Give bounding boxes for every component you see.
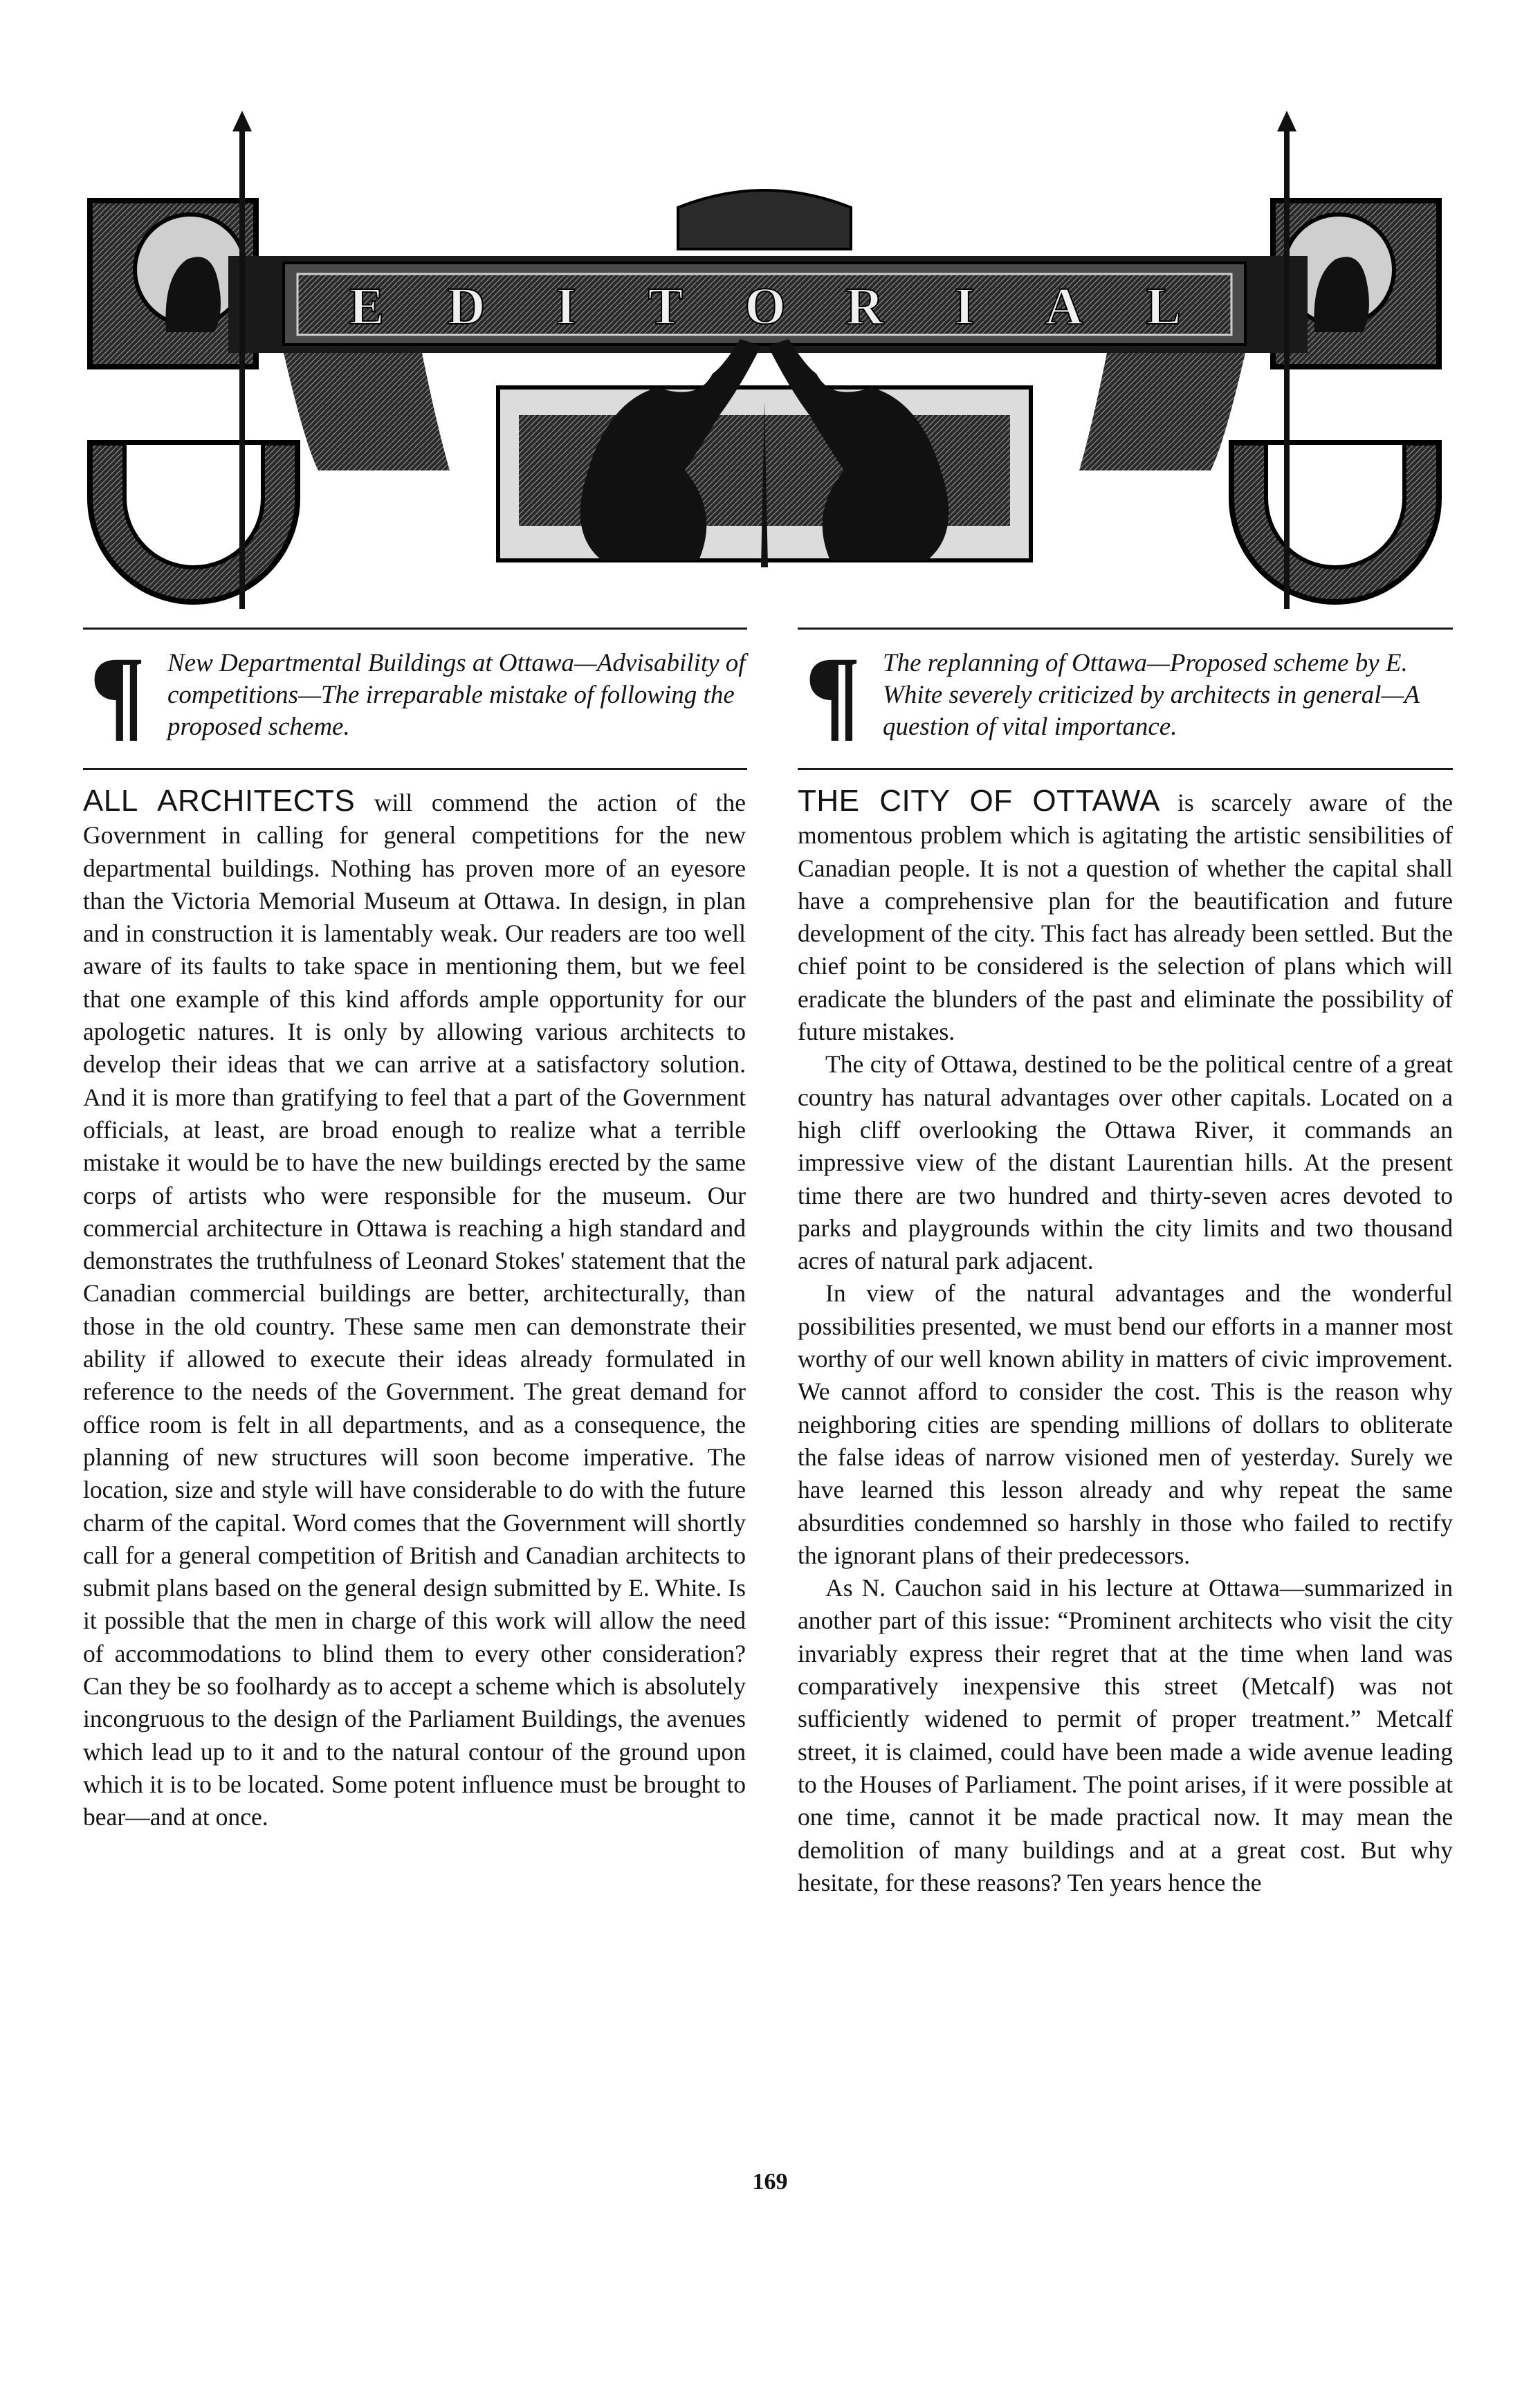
right-summary-text: The replanning of Ottawa—Proposed scheme by E. White severely criticized by architects in general—A question of vital importance. (883, 649, 1420, 741)
title-letter: L (1146, 277, 1182, 336)
right-paragraph: The city of Ottawa, destined to be the political centre of a great country has natural advantages over other capitals. Located on a high cliff overlooking the Ottawa River, it commands an impressive view of the distant Laurentian hills. At the present time there are two hundred and thirty-seven acres devoted to parks and playgrounds within the city limits and two thousand acres of natural park adjacent. (798, 1050, 1453, 1275)
title-letter: E (349, 277, 385, 336)
left-pole (239, 125, 245, 609)
right-pole (1284, 125, 1290, 609)
right-bottom-rule (798, 768, 1453, 770)
left-bottom-rule (83, 768, 747, 770)
editorial-banner (76, 111, 1453, 616)
right-top-rule (798, 628, 1453, 630)
left-lead-in: ALL ARCHITECTS (83, 784, 356, 818)
right-paragraph: THE CITY OF OTTAWA is scarcely aware of the momentous problem which is agitating the artistic sensibilities of Canadian people. It is not a question of whether the capital shall have a comprehensive plan for the beautification and future development of the city. This fact has already been settled. But the chief point to be considered is the selection of plans which will eradicate the blunders of the past and eliminate the possibility of future mistakes. (798, 784, 1453, 1046)
page-number: 169 (752, 2169, 788, 2195)
title-letter: T (648, 277, 684, 336)
title-letter: A (1045, 277, 1083, 336)
left-top-rule (83, 628, 747, 630)
right-summary (800, 636, 1453, 751)
right-article-body (798, 785, 1453, 1899)
title-letter: I (556, 277, 576, 336)
right-paragraph: In view of the natural advantages and the wonderful possibilities presented, we must bend our efforts in a manner most worthy of our well known ability in matters of civic improvement. We cannot afford to consider the cost. This is the reason why neighboring cities are spending millions of dollars to obliterate the false ideas of narrow visioned men of yesterday. Surely we have learned this lesson already and why repeat the same absurdities condemned so harshly in those who failed to rectify the ignorant plans of their predecessors. (798, 1279, 1453, 1569)
right-lead-in: THE CITY OF OTTAWA (798, 784, 1161, 818)
left-summary (84, 636, 747, 751)
pilcrow-icon: ¶ (89, 636, 146, 751)
pilcrow-icon: ¶ (805, 636, 861, 751)
left-summary-text: New Departmental Buildings at Ottawa—Advisability of competitions—The irreparable mistake of following the proposed scheme. (167, 649, 746, 741)
left-paragraph: ALL ARCHITECTS will commend the action of the Government in calling for general competitions for the new departmental buildings. Nothing has proven more of an eyesore than the Victoria Memorial Museum at Ottawa. In design, in plan and in construction it is lamentably weak. Our readers are too well aware of its faults to take space in mentioning them, but we feel that one example of this kind affords ample opportunity for our apologetic natures. It is only by allowing various architects to develop their ideas that we can arrive at a satisfactory solution. And it is more than gratifying to feel that a part of the Government officials, at least, are broad enough to realize what a terrible mistake it would be to have the new buildings erected by the same corps of artists who were responsible for the museum. Our commercial architecture in Ottawa is reaching a high standard and demonstrates the truthfulness of Leonard Stokes' statement that the Canadian commercial buildings are better, architecturally, than those in the old country. These same men can demonstrate their ability if allowed to execute their ideas already formulated in reference to the needs of the Government. The great demand for office room is felt in all departments, and as a consequence, the planning of new structures will soon become imperative. The location, size and style will have considerable to do with the future charm of the capital. Word comes that the Government will shortly call for a general competition of British and Canadian architects to submit plans based on the general design submitted by E. White. Is it possible that the men in charge of this work will allow the need of accommodations to blind them to every other consideration? Can they be so foolhardy as to accept a scheme which is absolutely incongruous to the design of the Parliament Buildings, the avenues which lead up to it and to the natural contour of the ground upon which it is to be located. Some potent influence must be brought to bear—and at once. (83, 784, 746, 1831)
title-letter: O (744, 277, 786, 336)
left-article-body (83, 785, 746, 1834)
title-letter: R (845, 277, 884, 336)
right-paragraph: As N. Cauchon said in his lecture at Ottawa—summarized in another part of this issue: “Prominent architects who visit the city invariably express their regret that at the time when land was comparatively inexpensive this street (Metcalf) was not sufficiently widened to permit of proper treatment.” Metcalf street, it is claimed, could have been made a wide avenue leading to the Houses of Parliament. The point arises, if it were possible at one time, cannot it be made practical now. It may mean the demolition of many buildings and at a great cost. But why hesitate, for these reasons? Ten years hence the (798, 1574, 1453, 1896)
title-letter: I (954, 277, 975, 336)
title-letter: D (447, 277, 486, 336)
